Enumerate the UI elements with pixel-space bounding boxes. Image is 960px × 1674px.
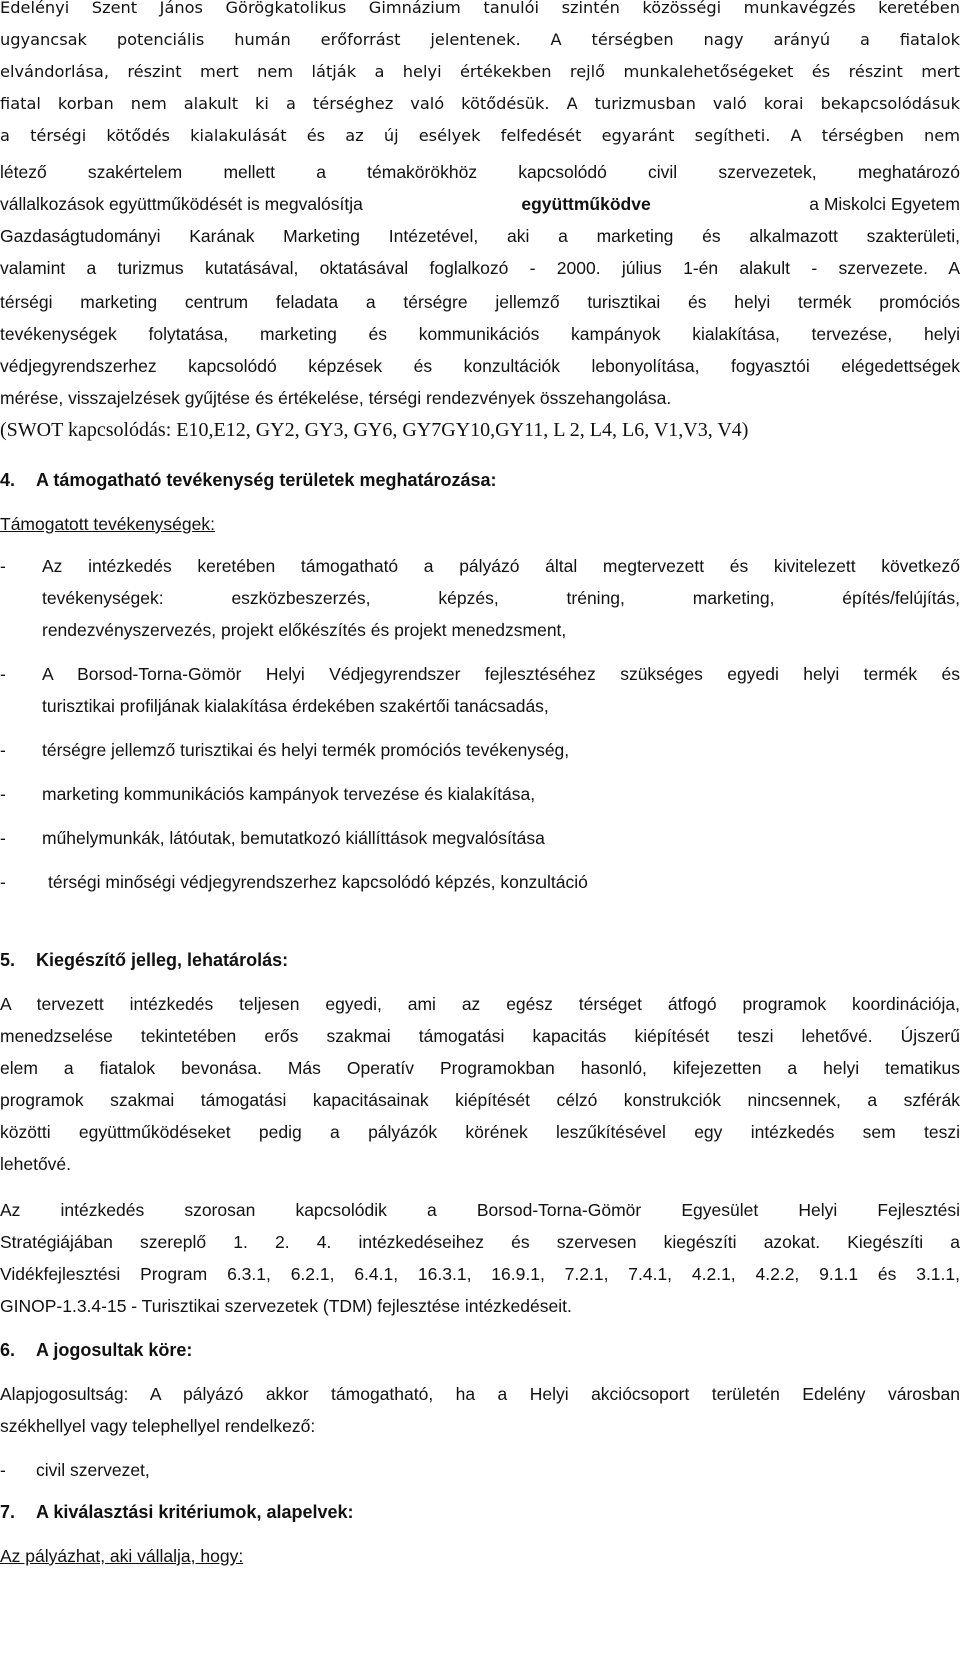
section-5-title: Kiegészítő jelleg, lehatárolás:	[36, 950, 289, 970]
intro-line-7-end: a Miskolci Egyetem	[809, 194, 960, 214]
item-2-line-1: A Borsod-Torna-Gömör Helyi Védjegyrendszer fejlesztéséhez szükséges egyedi helyi termék és	[42, 664, 960, 684]
section-5-p1-line-4: programok szakmai támogatási kapacitásainak kiépítését célzó konstrukciók nincsennek, a szférák	[0, 1090, 960, 1110]
list-item-continuation	[0, 582, 960, 614]
section-4-title: A támogatható tevékenység területek meghatározása:	[36, 470, 497, 490]
section-7-heading	[0, 1496, 960, 1528]
intro-line-4: fiatal korban nem alakult ki a térséghez való kötődésük. A turizmusban való korai bekapcsolódásuk	[0, 94, 960, 113]
section-5-p2-line-3: Vidékfejlesztési Program 6.3.1, 6.2.1, 6.4.1, 16.3.1, 16.9.1, 7.2.1, 7.4.1, 4.2.1, 4.2.2, 9.1.1 és 3.1.1,	[0, 1264, 960, 1284]
intro-line-9: valamint a turizmus kutatásával, oktatásával foglalkozó - 2000. július 1-én alakult - szervezete. A	[0, 258, 960, 278]
item-1-line-3: rendezvényszervezés, projekt előkészítés és projekt menedzsment,	[42, 620, 567, 640]
intro-line-13: mérése, visszajelzések gyűjtése és értékelése, térségi rendezvények összehangolása.	[0, 388, 672, 408]
section-5-p1-line-5: közötti együttműködéseket pedig a pályázók körének leszűkítésével egy intézkedés sem teszi	[0, 1122, 960, 1142]
section-6-heading	[0, 1334, 960, 1366]
item-4: marketing kommunikációs kampányok tervezése és kialakítása,	[42, 784, 536, 804]
item-6: térségi minőségi védjegyrendszerhez kapcsolódó képzés, konzultáció	[48, 872, 588, 892]
list-item	[0, 550, 960, 582]
list-item	[0, 734, 960, 766]
list-dash: -	[0, 556, 6, 576]
section-5-p2-line-1: Az intézkedés szorosan kapcsolódik a Borsod-Torna-Gömör Egyesület Helyi Fejlesztési	[0, 1200, 960, 1220]
list-dash: -	[0, 872, 6, 892]
intro-line-5: a térségi kötődés kialakulását és az új esélyek felfedését egyaránt segítheti. A térségben nem	[0, 126, 960, 145]
section-5-p1-line-6: lehetővé.	[0, 1154, 72, 1174]
intro-line-11: tevékenységek folytatása, marketing és kommunikációs kampányok kialakítása, tervezése, helyi	[0, 324, 960, 344]
list-dash: -	[0, 828, 6, 848]
swot-reference: (SWOT kapcsolódás: E10,E12, GY2, GY3, GY6, GY7GY10,GY11, L 2, L4, L6, V1,V3, V4)	[0, 419, 749, 441]
intro-line-12: védjegyrendszerhez kapcsolódó képzések és konzultációk lebonyolítása, fogyasztói elégedettségek	[0, 356, 960, 376]
intro-line-7	[0, 188, 960, 220]
section-6-p1-line-1: Alapjogosultság: A pályázó akkor támogatható, ha a Helyi akciócsoport területén Edelény városban	[0, 1384, 960, 1404]
intro-line-7-text: vállalkozások együttműködését is megvalósítja	[0, 194, 363, 214]
intro-line-2: ugyancsak potenciális humán erőforrást jelentenek. A térségben nagy arányú a fiatalok	[0, 30, 960, 49]
section-4-number: 4.	[0, 470, 16, 490]
list-dash: -	[0, 664, 6, 684]
list-item	[0, 866, 960, 898]
list-dash: -	[0, 740, 6, 760]
section-5-p1-line-1: A tervezett intézkedés teljesen egyedi, ami az egész térséget átfogó programok koordinációja,	[0, 994, 960, 1014]
item-5: műhelymunkák, látóutak, bemutatkozó kiállíttások megvalósítása	[42, 828, 545, 848]
section-5-p2-line-4: GINOP-1.3.4-15 - Turisztikai szervezetek (TDM) fejlesztése intézkedéseit.	[0, 1296, 572, 1316]
section-5-number: 5.	[0, 950, 16, 970]
section-4-heading	[0, 464, 960, 496]
section-5-p1-line-3: elem a fiatalok bevonása. Más Operatív Programokban hasonló, kifejezetten a helyi tematikus	[0, 1058, 960, 1078]
intro-line-1: Edelényi Szent János Görögkatolikus Gimnázium tanulói szintén közösségi munkavégzés keretében	[0, 0, 960, 17]
list-item	[0, 658, 960, 690]
section-7-number: 7.	[0, 1502, 16, 1522]
section-4-subheading: Támogatott tevékenységek:	[0, 514, 215, 534]
intro-line-3: elvándorlása, részint mert nem látják a helyi értékekben rejlő munkalehetőségeket és részint mert	[0, 62, 960, 81]
section-6-item-1: civil szervezet,	[36, 1460, 150, 1480]
list-dash: -	[0, 1460, 6, 1480]
item-3: térségre jellemző turisztikai és helyi termék promóciós tevékenység,	[42, 740, 570, 760]
item-1-line-1: Az intézkedés keretében támogatható a pályázó által megtervezett és kivitelezett következő	[42, 556, 960, 576]
section-5-heading	[0, 944, 960, 976]
intro-line-8: Gazdaságtudományi Karának Marketing Intézetével, aki a marketing és alkalmazott szakterületi,	[0, 226, 960, 246]
list-item	[0, 1454, 960, 1486]
section-6-number: 6.	[0, 1340, 16, 1360]
section-5-p2-line-2: Stratégiájában szereplő 1. 2. 4. intézkedéseihez és szervesen kiegészíti azokat. Kiegészíti a	[0, 1232, 960, 1252]
section-6-p1-line-2: székhellyel vagy telephellyel rendelkező:	[0, 1416, 316, 1436]
intro-bold-term: együttműködve	[521, 194, 651, 214]
section-5-p1-line-2: menedzselése tekintetében erős szakmai támogatási kapacitás kiépítését teszi lehetővé. Újszerű	[0, 1026, 960, 1046]
section-7-subheading: Az pályázhat, aki vállalja, hogy:	[0, 1546, 244, 1566]
section-7-title: A kiválasztási kritériumok, alapelvek:	[36, 1502, 354, 1522]
list-item	[0, 822, 960, 854]
intro-line-10: térségi marketing centrum feladata a térségre jellemző turisztikai és helyi termék promóciós	[0, 292, 960, 312]
list-dash: -	[0, 784, 6, 804]
list-item	[0, 778, 960, 810]
list-item-continuation	[0, 690, 960, 722]
section-6-title: A jogosultak köre:	[36, 1340, 193, 1360]
list-item-continuation	[0, 614, 960, 646]
item-2-line-2: turisztikai profiljának kialakítása érdekében szakértői tanácsadás,	[42, 696, 549, 716]
item-1-line-2: tevékenységek: eszközbeszerzés, képzés, tréning, marketing, építés/felújítás,	[42, 588, 960, 608]
intro-line-6: létező szakértelem mellett a témakörökhöz kapcsolódó civil szervezetek, meghatározó	[0, 162, 960, 182]
